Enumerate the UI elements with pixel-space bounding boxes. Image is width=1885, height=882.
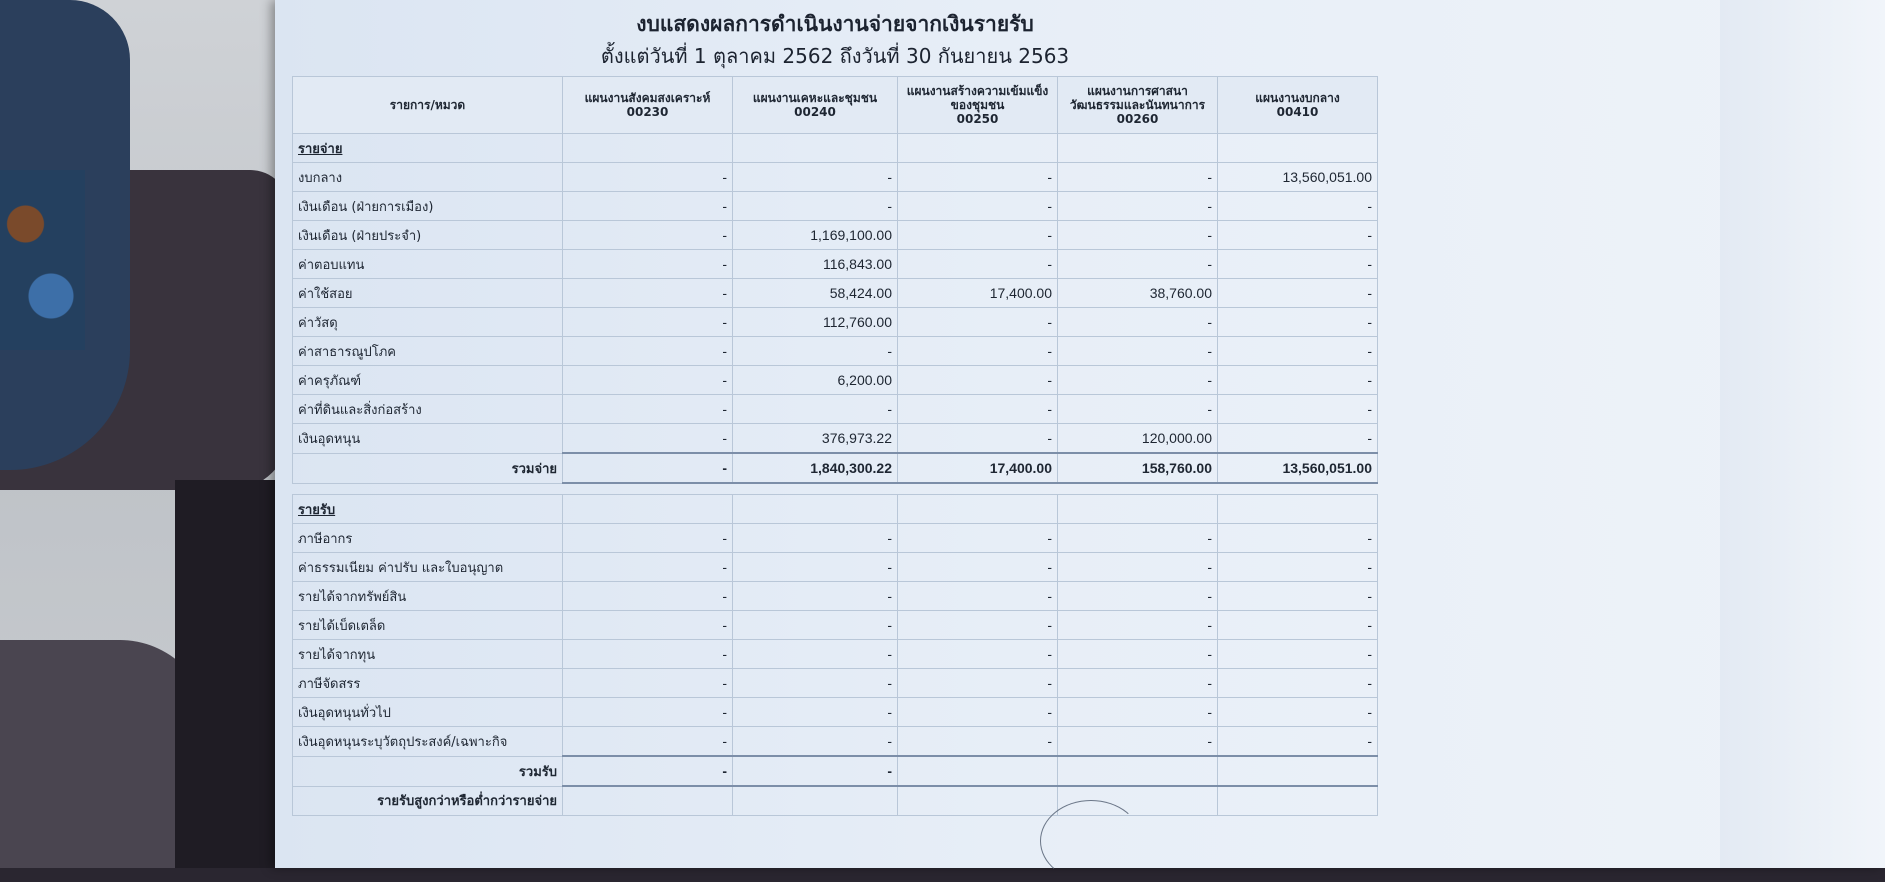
value-cell: - bbox=[898, 553, 1058, 582]
value-cell: - bbox=[1058, 366, 1218, 395]
empty-cell bbox=[563, 495, 733, 524]
table-row bbox=[293, 192, 1378, 221]
value-cell: - bbox=[1218, 250, 1378, 279]
value-cell: - bbox=[1218, 366, 1378, 395]
table-row bbox=[293, 611, 1378, 640]
value-cell: - bbox=[898, 611, 1058, 640]
value-cell: 120,000.00 bbox=[1058, 424, 1218, 454]
value-cell: 13,560,051.00 bbox=[1218, 163, 1378, 192]
value-cell: 1,169,100.00 bbox=[733, 221, 898, 250]
net-row bbox=[293, 786, 1378, 816]
column-code: 00410 bbox=[1276, 105, 1319, 119]
value-cell: - bbox=[733, 192, 898, 221]
table-row bbox=[293, 221, 1378, 250]
table-row bbox=[293, 279, 1378, 308]
spacer-row bbox=[293, 483, 1378, 495]
value-cell: - bbox=[563, 582, 733, 611]
empty-cell bbox=[1218, 134, 1378, 163]
value-cell: - bbox=[733, 163, 898, 192]
row-label: เงินอุดหนุนระบุวัตถุประสงค์/เฉพาะกิจ bbox=[293, 727, 563, 757]
table-row bbox=[293, 337, 1378, 366]
value-cell: - bbox=[1218, 582, 1378, 611]
value-cell: - bbox=[1218, 192, 1378, 221]
column-header bbox=[1058, 77, 1218, 134]
value-cell: - bbox=[733, 698, 898, 727]
value-cell: - bbox=[1218, 308, 1378, 337]
value-cell: - bbox=[1058, 611, 1218, 640]
pen-mark bbox=[1040, 800, 1142, 882]
row-label: รายได้จากทุน bbox=[293, 640, 563, 669]
column-code: 00250 bbox=[956, 112, 999, 126]
value-cell: - bbox=[1058, 553, 1218, 582]
row-label: งบกลาง bbox=[293, 163, 563, 192]
column-name: แผนงานสร้างความเข้มแข็งของชุมชน bbox=[906, 84, 1049, 112]
value-cell: - bbox=[1218, 553, 1378, 582]
row-label: ค่าใช้สอย bbox=[293, 279, 563, 308]
total-row-income bbox=[293, 756, 1378, 786]
row-label: เงินเดือน (ฝ่ายการเมือง) bbox=[293, 192, 563, 221]
value-cell: - bbox=[898, 192, 1058, 221]
section-label: รายรับ bbox=[293, 495, 563, 524]
empty-cell bbox=[733, 495, 898, 524]
value-cell: - bbox=[733, 669, 898, 698]
value-cell: - bbox=[563, 221, 733, 250]
value-cell bbox=[898, 756, 1058, 786]
value-cell: 112,760.00 bbox=[733, 308, 898, 337]
value-cell: 6,200.00 bbox=[733, 366, 898, 395]
value-cell: - bbox=[563, 640, 733, 669]
value-cell: - bbox=[1218, 279, 1378, 308]
row-label: ค่าที่ดินและสิ่งก่อสร้าง bbox=[293, 395, 563, 424]
value-cell: - bbox=[1058, 669, 1218, 698]
value-cell: - bbox=[898, 221, 1058, 250]
value-cell: - bbox=[733, 611, 898, 640]
value-cell: - bbox=[563, 366, 733, 395]
row-label: ภาษีอากร bbox=[293, 524, 563, 553]
value-cell: - bbox=[1058, 524, 1218, 553]
row-label: ค่าตอบแทน bbox=[293, 250, 563, 279]
table-row bbox=[293, 698, 1378, 727]
value-cell: - bbox=[733, 524, 898, 553]
value-cell: - bbox=[1218, 337, 1378, 366]
row-label: เงินอุดหนุน bbox=[293, 424, 563, 454]
value-cell: - bbox=[1218, 611, 1378, 640]
value-cell: 17,400.00 bbox=[898, 279, 1058, 308]
value-cell: 1,840,300.22 bbox=[733, 453, 898, 483]
row-label: รายได้จากทรัพย์สิน bbox=[293, 582, 563, 611]
value-cell: - bbox=[1218, 395, 1378, 424]
value-cell: - bbox=[563, 337, 733, 366]
value-cell: - bbox=[898, 582, 1058, 611]
row-label: ค่าสาธารณูปโภค bbox=[293, 337, 563, 366]
table-row bbox=[293, 669, 1378, 698]
value-cell: - bbox=[1058, 192, 1218, 221]
table-row bbox=[293, 582, 1378, 611]
table-row bbox=[293, 727, 1378, 757]
column-header bbox=[733, 77, 898, 134]
value-cell: - bbox=[563, 611, 733, 640]
header-label: รายการ/หมวด bbox=[293, 77, 563, 134]
total-row-expense bbox=[293, 453, 1378, 483]
empty-cell bbox=[1218, 495, 1378, 524]
value-cell: - bbox=[898, 424, 1058, 454]
table-row bbox=[293, 524, 1378, 553]
column-code: 00240 bbox=[794, 105, 836, 119]
value-cell: - bbox=[1218, 727, 1378, 757]
value-cell: - bbox=[1058, 337, 1218, 366]
value-cell: - bbox=[563, 308, 733, 337]
empty-cell bbox=[733, 134, 898, 163]
table-row bbox=[293, 250, 1378, 279]
value-cell: - bbox=[1058, 163, 1218, 192]
background-cloth-pattern bbox=[0, 170, 85, 350]
value-cell: - bbox=[563, 698, 733, 727]
value-cell: - bbox=[898, 308, 1058, 337]
empty-cell bbox=[898, 495, 1058, 524]
value-cell bbox=[1058, 756, 1218, 786]
value-cell: - bbox=[733, 727, 898, 757]
value-cell: - bbox=[1218, 669, 1378, 698]
value-cell: - bbox=[563, 424, 733, 454]
row-label: ค่าครุภัณฑ์ bbox=[293, 366, 563, 395]
value-cell: - bbox=[898, 395, 1058, 424]
value-cell: - bbox=[563, 524, 733, 553]
value-cell: - bbox=[733, 582, 898, 611]
value-cell bbox=[1218, 786, 1378, 816]
row-label: ค่าธรรมเนียม ค่าปรับ และใบอนุญาต bbox=[293, 553, 563, 582]
row-label: รวมรับ bbox=[293, 756, 563, 786]
value-cell: - bbox=[733, 395, 898, 424]
value-cell: - bbox=[1058, 698, 1218, 727]
value-cell: - bbox=[898, 163, 1058, 192]
value-cell: - bbox=[563, 192, 733, 221]
financial-table bbox=[292, 76, 1378, 816]
empty-cell bbox=[898, 134, 1058, 163]
value-cell: - bbox=[563, 727, 733, 757]
empty-cell bbox=[1058, 134, 1218, 163]
column-header bbox=[898, 77, 1058, 134]
value-cell: - bbox=[563, 250, 733, 279]
value-cell: - bbox=[1218, 640, 1378, 669]
column-name: แผนงานการศาสนาวัฒนธรรมและนันทนาการ bbox=[1069, 84, 1206, 112]
column-name: แผนงานเคหะและชุมชน bbox=[752, 91, 878, 105]
page-subtitle: ตั้งแต่วันที่ 1 ตุลาคม 2562 ถึงวันที่ 30 กันยายน 2563 bbox=[600, 44, 1070, 68]
value-cell bbox=[898, 786, 1058, 816]
column-code: 00230 bbox=[626, 105, 669, 119]
row-label: รายได้เบ็ดเตล็ด bbox=[293, 611, 563, 640]
value-cell: - bbox=[563, 553, 733, 582]
value-cell bbox=[563, 786, 733, 816]
value-cell: - bbox=[1058, 727, 1218, 757]
value-cell: 158,760.00 bbox=[1058, 453, 1218, 483]
value-cell: 17,400.00 bbox=[898, 453, 1058, 483]
value-cell: - bbox=[898, 669, 1058, 698]
value-cell: - bbox=[733, 553, 898, 582]
value-cell: 58,424.00 bbox=[733, 279, 898, 308]
row-label: เงินอุดหนุนทั่วไป bbox=[293, 698, 563, 727]
section-row-expense bbox=[293, 134, 1378, 163]
value-cell: - bbox=[898, 337, 1058, 366]
column-code: 00260 bbox=[1116, 112, 1159, 126]
document-page-edge bbox=[1720, 0, 1885, 868]
row-label: ค่าวัสดุ bbox=[293, 308, 563, 337]
value-cell bbox=[1218, 756, 1378, 786]
row-label: เงินเดือน (ฝ่ายประจำ) bbox=[293, 221, 563, 250]
value-cell: 116,843.00 bbox=[733, 250, 898, 279]
net-label: รายรับสูงกว่าหรือต่ำกว่ารายจ่าย bbox=[293, 786, 563, 816]
table-header-row bbox=[293, 77, 1378, 134]
value-cell: - bbox=[733, 756, 898, 786]
value-cell: - bbox=[733, 640, 898, 669]
value-cell: - bbox=[1058, 221, 1218, 250]
value-cell: - bbox=[1218, 221, 1378, 250]
value-cell: - bbox=[1218, 698, 1378, 727]
value-cell bbox=[733, 786, 898, 816]
column-header bbox=[1218, 77, 1378, 134]
table-row bbox=[293, 640, 1378, 669]
value-cell: - bbox=[898, 727, 1058, 757]
value-cell: - bbox=[898, 698, 1058, 727]
column-header bbox=[563, 77, 733, 134]
row-label: รวมจ่าย bbox=[293, 453, 563, 483]
spacer-cell bbox=[293, 483, 1378, 495]
value-cell: - bbox=[563, 756, 733, 786]
value-cell: - bbox=[1058, 250, 1218, 279]
value-cell: - bbox=[1058, 640, 1218, 669]
value-cell: - bbox=[563, 453, 733, 483]
value-cell: 376,973.22 bbox=[733, 424, 898, 454]
value-cell: - bbox=[733, 337, 898, 366]
value-cell: - bbox=[1218, 524, 1378, 553]
value-cell: 38,760.00 bbox=[1058, 279, 1218, 308]
column-name: แผนงานสังคมสงเคราะห์ bbox=[584, 91, 711, 105]
section-label: รายจ่าย bbox=[293, 134, 563, 163]
empty-cell bbox=[1058, 495, 1218, 524]
empty-cell bbox=[563, 134, 733, 163]
value-cell: - bbox=[1058, 582, 1218, 611]
value-cell: - bbox=[563, 163, 733, 192]
row-label: ภาษีจัดสรร bbox=[293, 669, 563, 698]
value-cell: - bbox=[898, 524, 1058, 553]
value-cell: - bbox=[563, 279, 733, 308]
table-row bbox=[293, 553, 1378, 582]
page-title: งบแสดงผลการดำเนินงานจ่ายจากเงินรายรับ bbox=[636, 12, 1034, 36]
table-row bbox=[293, 424, 1378, 454]
value-cell: - bbox=[1058, 395, 1218, 424]
table-row bbox=[293, 395, 1378, 424]
column-name: แผนงานงบกลาง bbox=[1255, 91, 1340, 105]
value-cell: 13,560,051.00 bbox=[1218, 453, 1378, 483]
value-cell: - bbox=[563, 395, 733, 424]
section-row-income bbox=[293, 495, 1378, 524]
value-cell: - bbox=[1218, 424, 1378, 454]
table-row bbox=[293, 163, 1378, 192]
value-cell: - bbox=[1058, 308, 1218, 337]
value-cell: - bbox=[898, 640, 1058, 669]
table-row bbox=[293, 308, 1378, 337]
value-cell: - bbox=[563, 669, 733, 698]
table-row bbox=[293, 366, 1378, 395]
value-cell: - bbox=[898, 250, 1058, 279]
value-cell: - bbox=[898, 366, 1058, 395]
